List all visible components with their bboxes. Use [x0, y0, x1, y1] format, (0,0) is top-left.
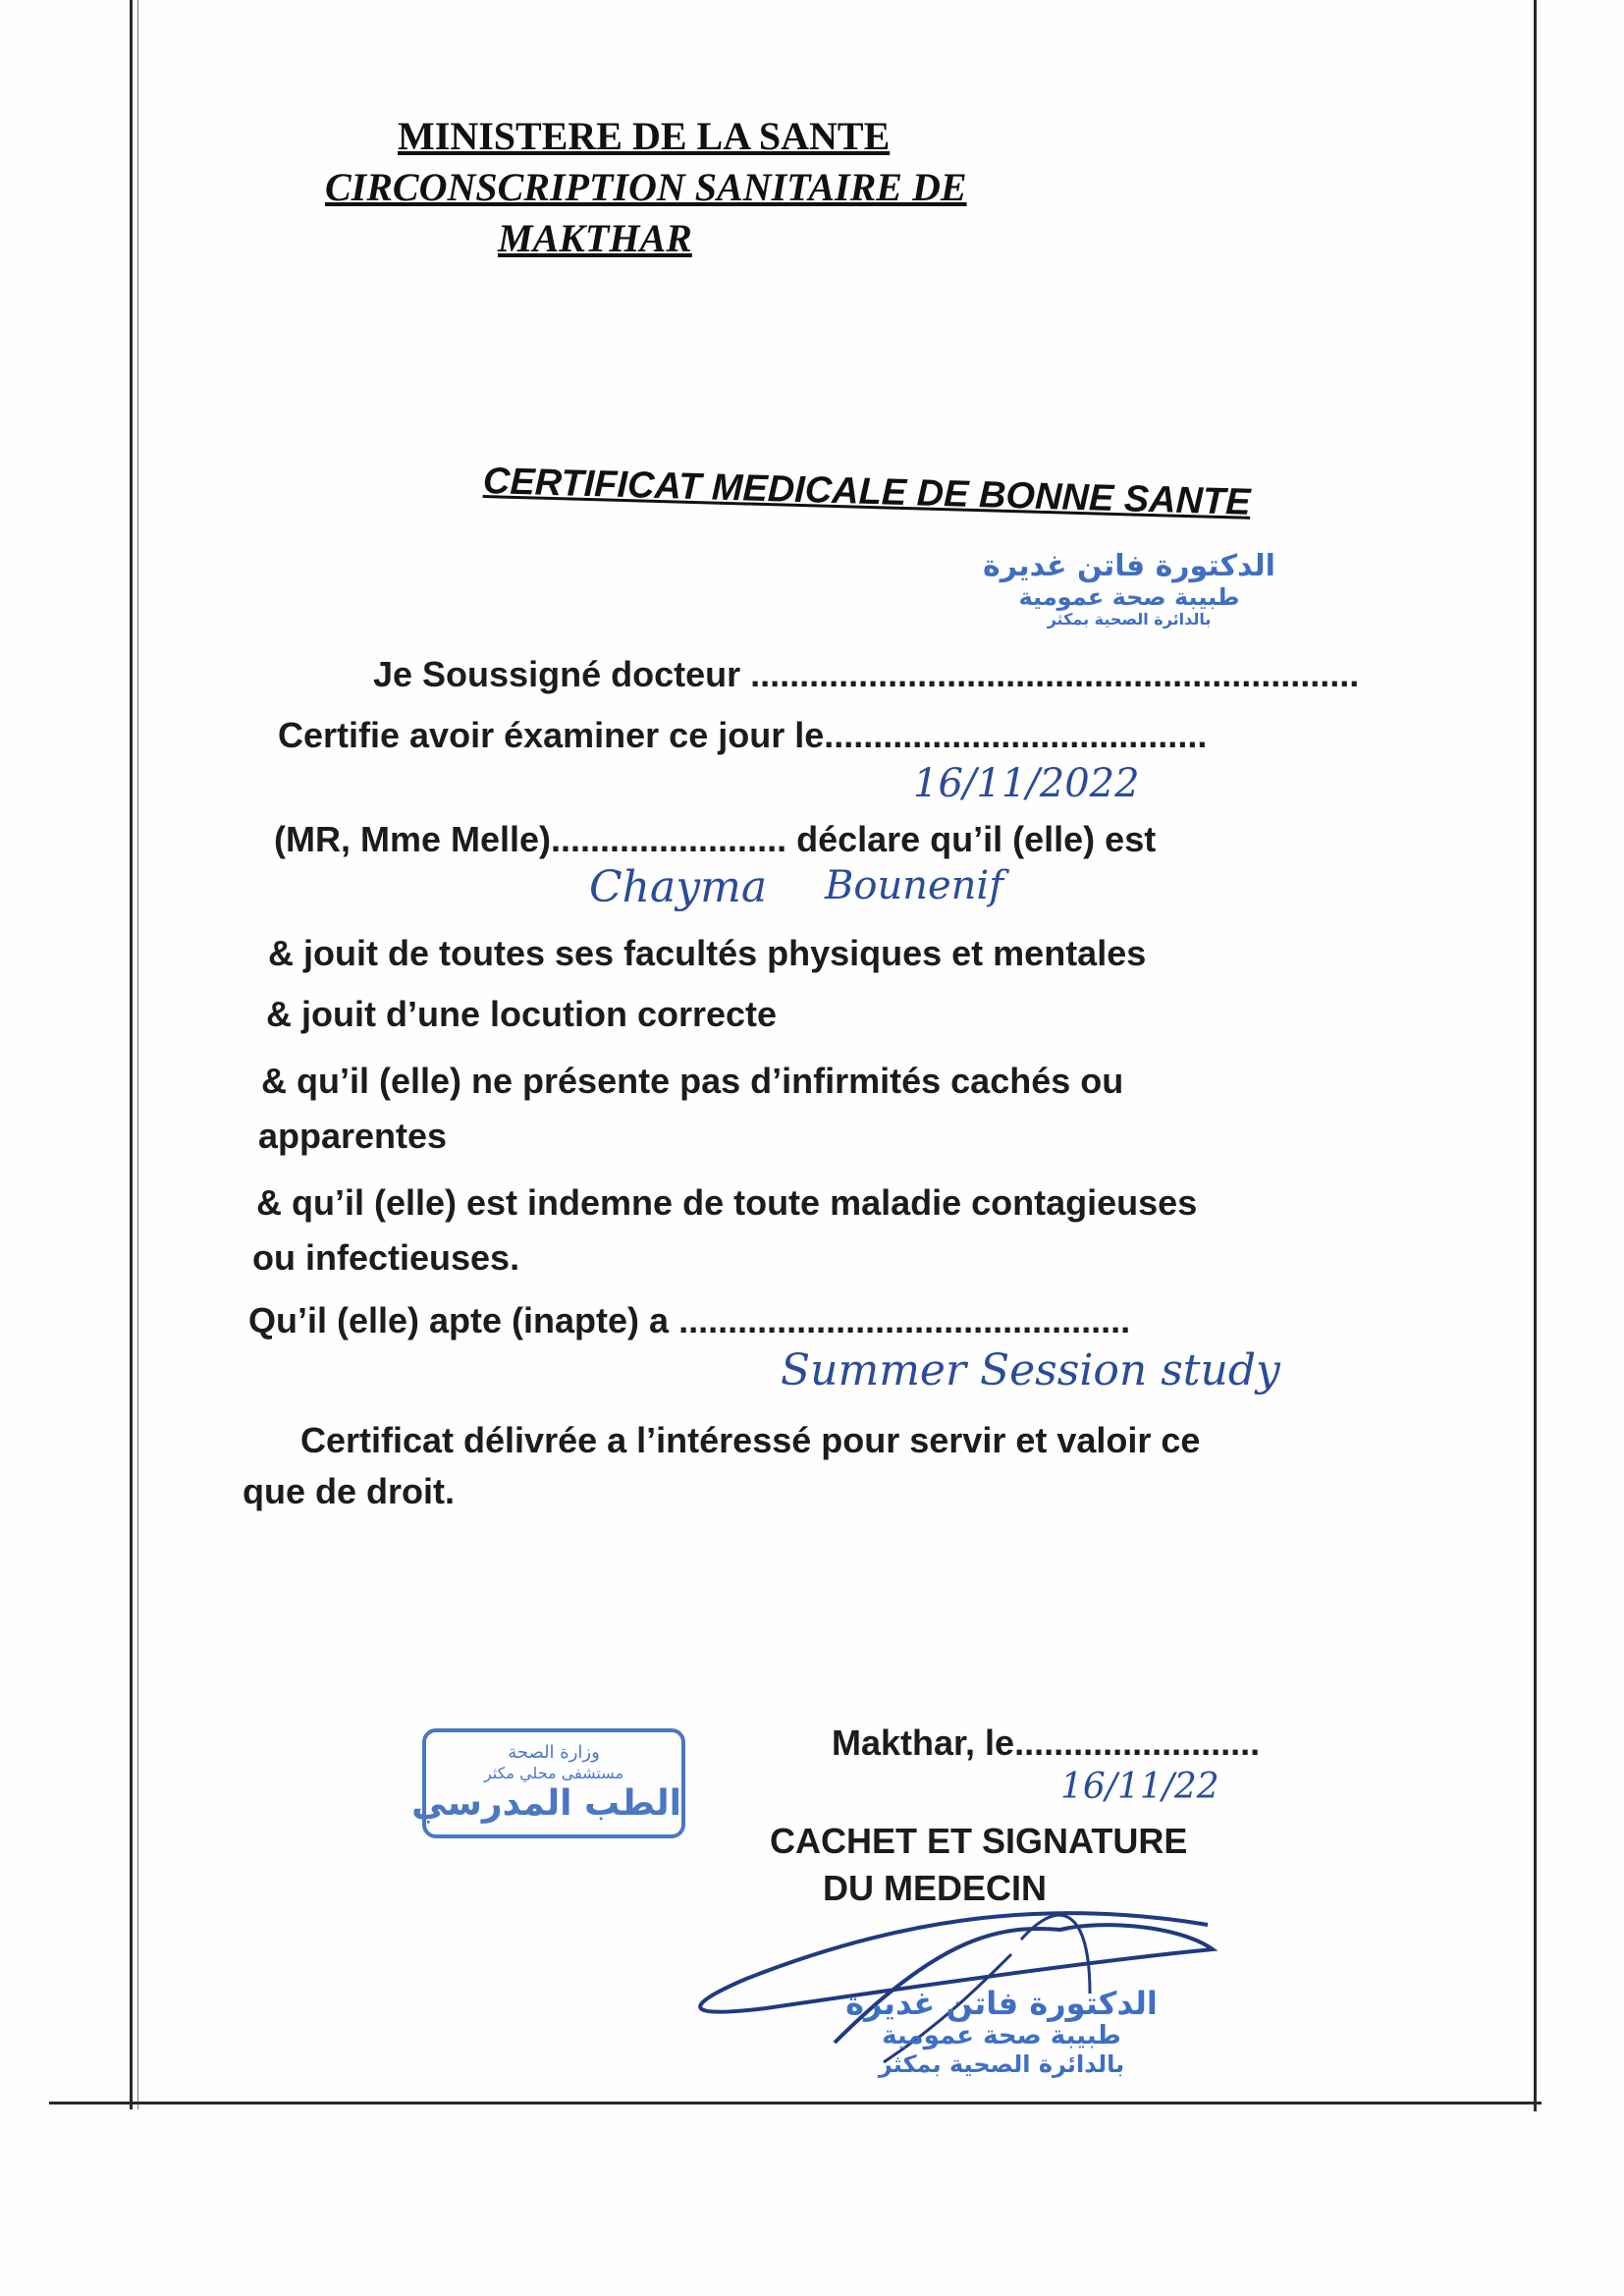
line-mr-mme: (MR, Mme Melle)........................ déclare qu’il (elle) est: [274, 819, 1157, 859]
line-infectieuses: ou infectieuses.: [252, 1237, 520, 1278]
line-delivree: Certificat délivrée a l’intéressé pour servir et valoir ce: [300, 1420, 1201, 1460]
line-locution: & jouit d’une locution correcte: [266, 994, 778, 1034]
cachet-line-1: CACHET ET SIGNATURE: [770, 1821, 1188, 1861]
certificate-title: CERTIFICAT MEDICALE DE BONNE SANTE: [482, 461, 1252, 523]
school-stamp-hospital: مستشفى محلي مكثر: [483, 1763, 624, 1782]
doctor-stamp-title: طبيبة صحة عمومية: [882, 2020, 1121, 2050]
place-date-line: Makthar, le.........................: [832, 1722, 1261, 1763]
line-apparentes: apparentes: [258, 1116, 448, 1156]
makthar-heading: MAKTHAR: [498, 216, 692, 260]
cachet-line-2: DU MEDECIN: [823, 1868, 1048, 1908]
handwritten-exam-date: 16/11/2022: [913, 761, 1140, 806]
line-facultes: & jouit de toutes ses facultés physiques et mentales: [268, 933, 1147, 973]
school-stamp-main: الطب المدرسي: [411, 1782, 681, 1824]
handwritten-sign-date: 16/11/22: [1060, 1767, 1219, 1807]
doctor-stamp-place: بالدائرة الصحية بمكثر: [878, 2050, 1125, 2078]
ministry-heading: MINISTERE DE LA SANTE: [398, 114, 891, 158]
handwritten-last-name: Bounenif: [825, 863, 1004, 908]
line-docteur: Je Soussigné docteur ..............................................................: [373, 654, 1360, 694]
doctor-stamp-name: الدكتورة فاتن غديرة: [845, 1985, 1158, 2022]
line-apte: Qu’il (elle) apte (inapte) a ..............................................: [248, 1300, 1131, 1340]
handwritten-activity: Summer Session study: [781, 1345, 1280, 1395]
school-stamp-ministry: وزارة الصحة: [508, 1742, 600, 1763]
doctor-stamp-name: الدكتورة فاتن غديرة: [983, 549, 1275, 583]
doctor-stamp-place: بالدائرة الصحية بمكثر: [1047, 610, 1212, 629]
circonscription-heading: CIRCONSCRIPTION SANITAIRE DE: [325, 165, 967, 209]
line-certifie: Certifie avoir éxaminer ce jour le.......................................: [278, 715, 1208, 755]
line-indemne: & qu’il (elle) est indemne de toute maladie contagieuses: [256, 1182, 1198, 1223]
line-infirmites: & qu’il (elle) ne présente pas d’infirmités cachés ou: [261, 1061, 1124, 1101]
handwritten-first-name: Chayma: [589, 862, 768, 912]
line-droit: que de droit.: [243, 1471, 455, 1511]
doctor-stamp-title: طبيبة صحة عمومية: [1018, 582, 1240, 611]
doctor-stamp-bottom: [825, 1986, 1178, 2078]
